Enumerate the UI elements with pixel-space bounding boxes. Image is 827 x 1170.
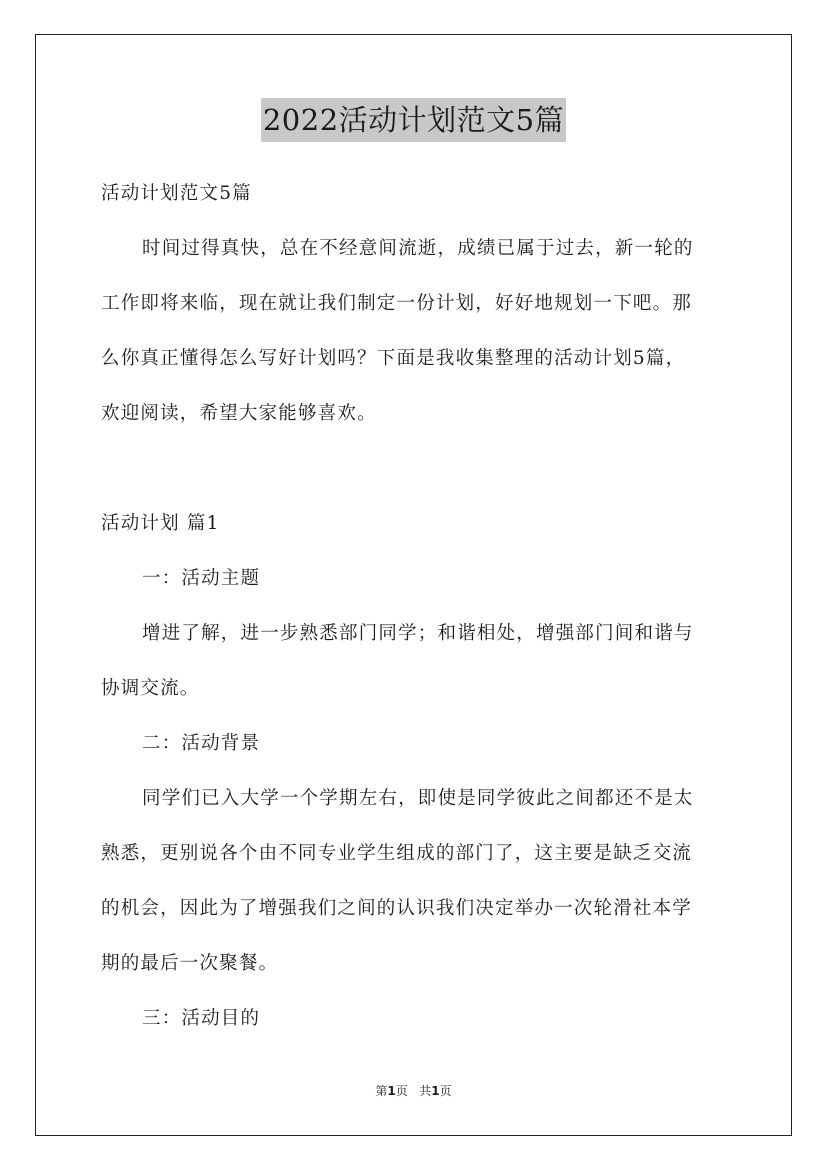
blank-line (101, 441, 727, 496)
intro-paragraph-line: 么你真正懂得怎么写好计划吗？下面是我收集整理的活动计划5篇， (101, 348, 686, 369)
total-label-suffix: 页 (439, 1084, 452, 1098)
background-paragraph-line: 同学们已入大学一个学期左右，即使是同学彼此之间都还不是太 (142, 788, 694, 809)
background-paragraph-line: 的机会，因此为了增强我们之间的认识我们决定举办一次轮滑社本学 (101, 898, 693, 919)
document-title: 2022活动计划范文5篇 (261, 98, 566, 142)
intro-paragraph-line: 时间过得真快，总在不经意间流逝，成绩已属于过去，新一轮的 (142, 238, 694, 259)
title-container (0, 98, 827, 142)
total-label-prefix: 共 (419, 1084, 432, 1098)
subheading-background: 二：活动背景 (142, 733, 261, 754)
subheading-theme: 一：活动主题 (142, 568, 261, 589)
background-paragraph-line: 期的最后一次聚餐。 (101, 953, 279, 974)
page-label-suffix: 页 (395, 1084, 408, 1098)
page-footer (0, 1082, 827, 1100)
theme-paragraph-line: 增进了解，进一步熟悉部门同学；和谐相处，增强部门间和谐与 (142, 623, 694, 644)
theme-paragraph-line: 协调交流。 (101, 678, 200, 699)
total-pages: 1 (431, 1084, 440, 1098)
page-label-prefix: 第 (375, 1084, 388, 1098)
subtitle-line: 活动计划范文5篇 (101, 183, 252, 204)
background-paragraph-line: 熟悉，更别说各个由不同专业学生组成的部门了，这主要是缺乏交流 (101, 843, 693, 864)
page-number: 1 (387, 1084, 396, 1098)
section-heading: 活动计划 篇1 (101, 513, 220, 534)
document-body (101, 166, 727, 1046)
intro-paragraph-line: 工作即将来临，现在就让我们制定一份计划，好好地规划一下吧。那 (101, 293, 693, 314)
subheading-purpose: 三：活动目的 (142, 1008, 261, 1029)
intro-paragraph-line: 欢迎阅读，希望大家能够喜欢。 (101, 403, 377, 424)
